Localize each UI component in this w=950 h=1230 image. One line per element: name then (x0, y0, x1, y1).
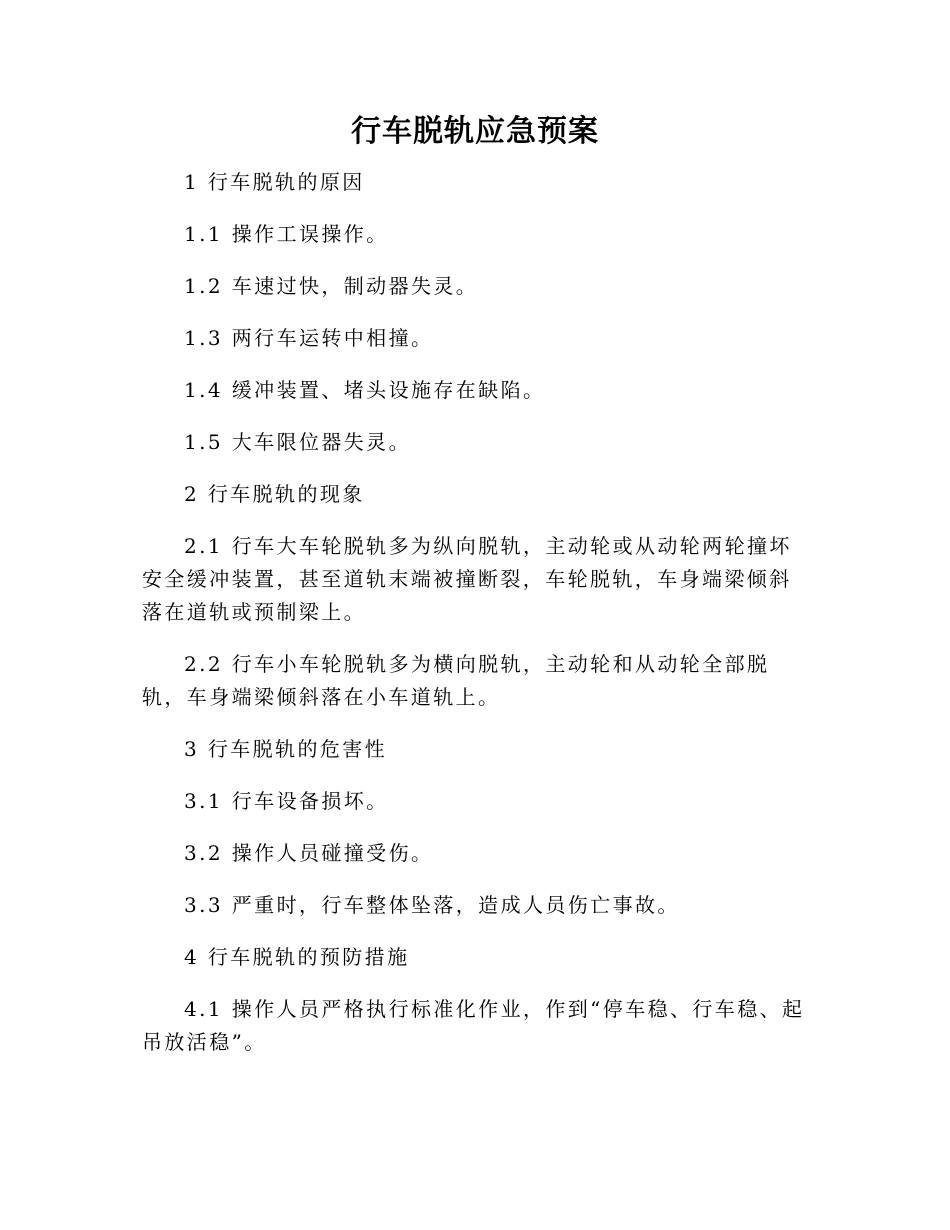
paragraph: 4 行车脱轨的预防措施 (184, 945, 410, 969)
document-body (142, 166, 812, 1078)
paragraph: 1 行车脱轨的原因 (184, 170, 365, 194)
paragraph: 3.3 严重时，行车整体坠落，造成人员伤亡事故。 (184, 893, 680, 917)
paragraph: 1.5 大车限位器失灵。 (184, 430, 411, 454)
paragraph: 1.4 缓冲装置、堵头设施存在缺陷。 (184, 378, 546, 402)
paragraph: 3.1 行车设备损坏。 (184, 789, 389, 813)
paragraph: 1.1 操作工误操作。 (184, 222, 389, 246)
paragraph: 1.2 车速过快，制动器失灵。 (184, 274, 479, 298)
paragraph: 2 行车脱轨的现象 (184, 482, 365, 506)
paragraph: 3 行车脱轨的危害性 (184, 737, 388, 761)
document-title: 行车脱轨应急预案 (351, 114, 599, 149)
paragraph: 2.1 行车大车轮脱轨多为纵向脱轨，主动轮或从动轮两轮撞坏安全缓冲装置，甚至道轨末端被撞断裂，车轮脱轨，车身端梁倾斜落在道轨或预制梁上。 (142, 534, 792, 624)
paragraph: 4.1 操作人员严格执行标准化作业，作到“停车稳、行车稳、起吊放活稳”。 (142, 997, 805, 1054)
paragraph: 2.2 行车小车轮脱轨多为横向脱轨，主动轮和从动轮全部脱轨，车身端梁倾斜落在小车道轨上。 (142, 652, 770, 709)
paragraph: 3.2 操作人员碰撞受伤。 (184, 841, 434, 865)
paragraph: 1.3 两行车运转中相撞。 (184, 326, 434, 350)
